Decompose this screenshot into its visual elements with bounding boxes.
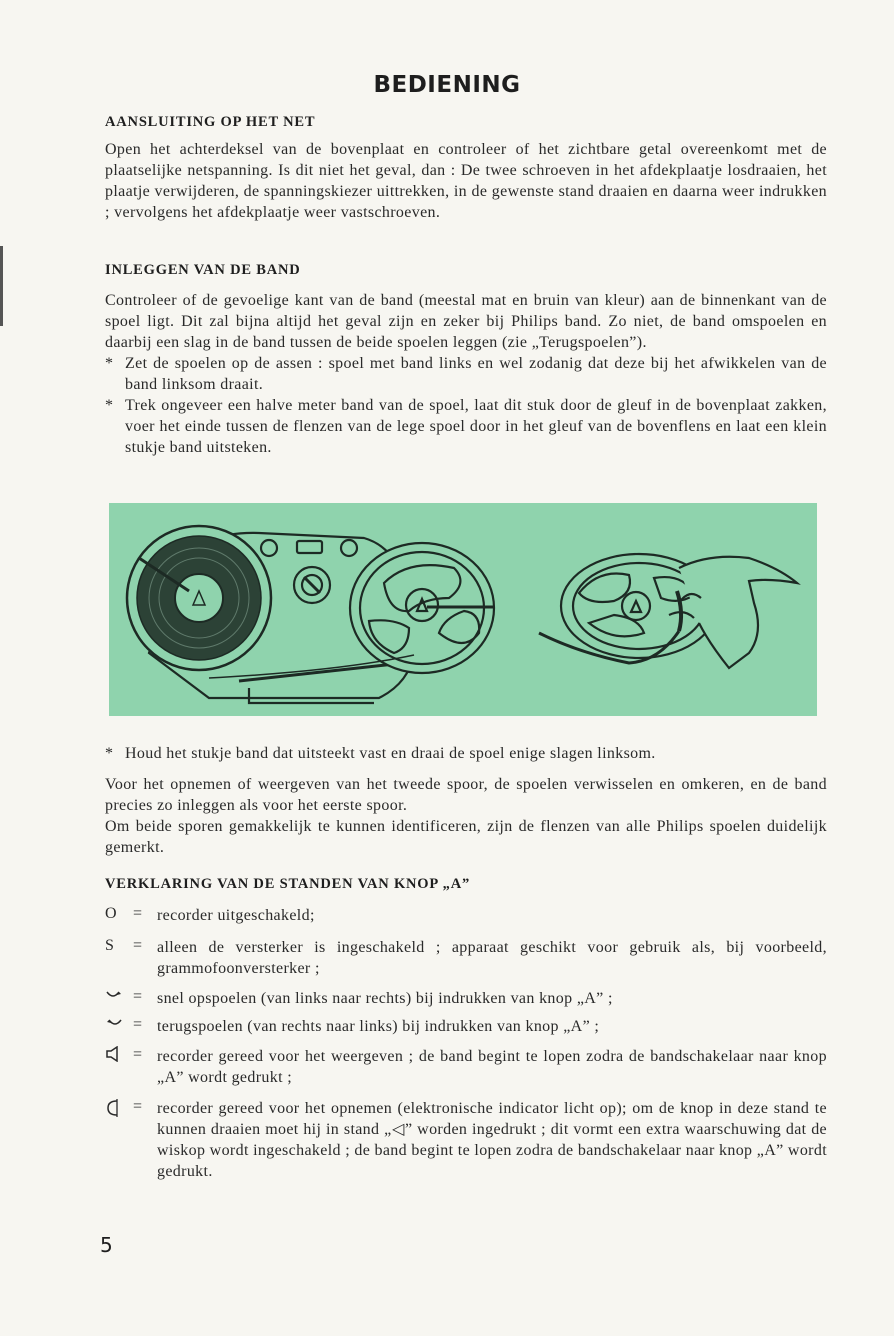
equals-sign: =	[133, 1098, 143, 1115]
page-title: BEDIENING	[373, 72, 521, 98]
section-inleggen-continued	[105, 743, 827, 858]
instruction-bullet	[105, 353, 827, 395]
off-symbol: O	[105, 905, 117, 922]
illustration-drawing	[109, 503, 817, 716]
equals-sign: =	[133, 1016, 143, 1033]
position-description: recorder gereed voor het weergeven ; de band begint te lopen zodra de bandschakelaar naar knop „A” wordt gedrukt ;	[157, 1048, 827, 1086]
position-description: alleen de versterker is ingeschakeld ; apparaat geschikt voor gebruik als, bij voorbeeld, grammofoonversterker ;	[157, 939, 827, 977]
bullet-text: Houd het stukje band dat uitsteekt vast en draai de spoel enige slagen linksom.	[125, 745, 656, 762]
knob-position-playback	[105, 1046, 827, 1090]
position-description: snel opspoelen (van links naar rechts) bij indrukken van knop „A” ;	[157, 990, 613, 1007]
bullet-mark: *	[105, 745, 114, 762]
bullet-text: Trek ongeveer een halve meter band van de spoel, laat dit stuk door de gleuf in de bovenplaat zakken, voer het einde tussen de flenzen van de lege spoel door in het gleuf van de bovenflens en laat een klein stukje band uitsteken.	[125, 397, 827, 456]
bullet-text: Zet de spoelen op de assen : spoel met band links en wel zodanig dat deze bij het afwikkelen van de band linksom draait.	[125, 355, 827, 393]
amplifier-symbol: S	[105, 937, 114, 954]
full-reel	[127, 526, 271, 670]
binding-edge-mark	[0, 246, 3, 326]
section-knop-a	[105, 876, 827, 893]
bullet-mark: *	[105, 397, 114, 414]
hand-holding-reel	[561, 554, 797, 668]
position-description: recorder uitgeschakeld;	[157, 907, 315, 924]
section-heading: VERKLARING VAN DE STANDEN VAN KNOP „A”	[105, 876, 471, 892]
knob-position-record	[105, 1098, 827, 1206]
section-text: Controleer of de gevoelige kant van de band (meestal mat en bruin van kleur) aan de binnenkant van de spoel ligt. Dit zal bijna altijd het geval zijn en zeker bij Philips band. Zo niet, de band omspoelen en daarbij een slag in de band tussen de beide spoelen leggen (zie „Terugspoelen”).	[105, 292, 827, 351]
knob-position-amplifier	[105, 937, 827, 981]
knob-position-off	[105, 905, 827, 927]
equals-sign: =	[133, 937, 143, 954]
section-aansluiting	[105, 114, 827, 223]
equals-sign: =	[133, 905, 143, 922]
section-inleggen	[105, 262, 827, 458]
bullet-mark: *	[105, 355, 114, 372]
section-heading: AANSLUITING OP HET NET	[105, 114, 316, 130]
position-description: terugspoelen (van rechts naar links) bij indrukken van knop „A” ;	[157, 1018, 600, 1035]
tape-threading-illustration	[109, 503, 817, 716]
record-icon	[105, 1098, 125, 1123]
section-heading: INLEGGEN VAN DE BAND	[105, 262, 301, 278]
knob-position-fast-forward	[105, 988, 827, 1010]
instruction-bullet	[105, 743, 827, 764]
page-number: 5	[100, 1233, 113, 1257]
paragraph-identificeren: Om beide sporen gemakkelijk te kunnen identificeren, zijn de flenzen van alle Philips spoelen duidelijk gemerkt.	[105, 818, 827, 856]
knob-position-rewind	[105, 1016, 827, 1038]
equals-sign: =	[133, 988, 143, 1005]
empty-reel	[350, 543, 494, 673]
section-text: Open het achterdeksel van de bovenplaat en controleer of het zichtbare getal overeenkomt met de plaatselijke netspanning. Is dit niet het geval, dan : De twee schroeven in het afdekplaatje losdraaien, het plaatje verwijderen, de spanningskiezer uittrekken, in de gewenste stand draaien en daarna weer indrukken ; vervolgens het afdekplaatje weer vastschroeven.	[105, 141, 827, 221]
rewind-icon	[105, 1016, 125, 1035]
playback-speaker-icon	[105, 1046, 125, 1067]
fast-forward-icon	[105, 988, 125, 1007]
equals-sign: =	[133, 1046, 143, 1063]
position-description: recorder gereed voor het opnemen (elektronische indicator licht op); om de knop in deze stand te kunnen draaien moet hij in stand „◁” worden ingedrukt ; dit vormt een extra waarschuwing dat de wiskop wordt ingeschakeld ; de band begint te lopen zodra de bandschakelaar naar knop „A” wordt gedrukt.	[157, 1100, 827, 1180]
instruction-bullet	[105, 395, 827, 458]
paragraph-tweede-spoor: Voor het opnemen of weergeven van het tweede spoor, de spoelen verwisselen en omkeren, en de band precies zo inleggen als voor het eerste spoor.	[105, 776, 827, 814]
